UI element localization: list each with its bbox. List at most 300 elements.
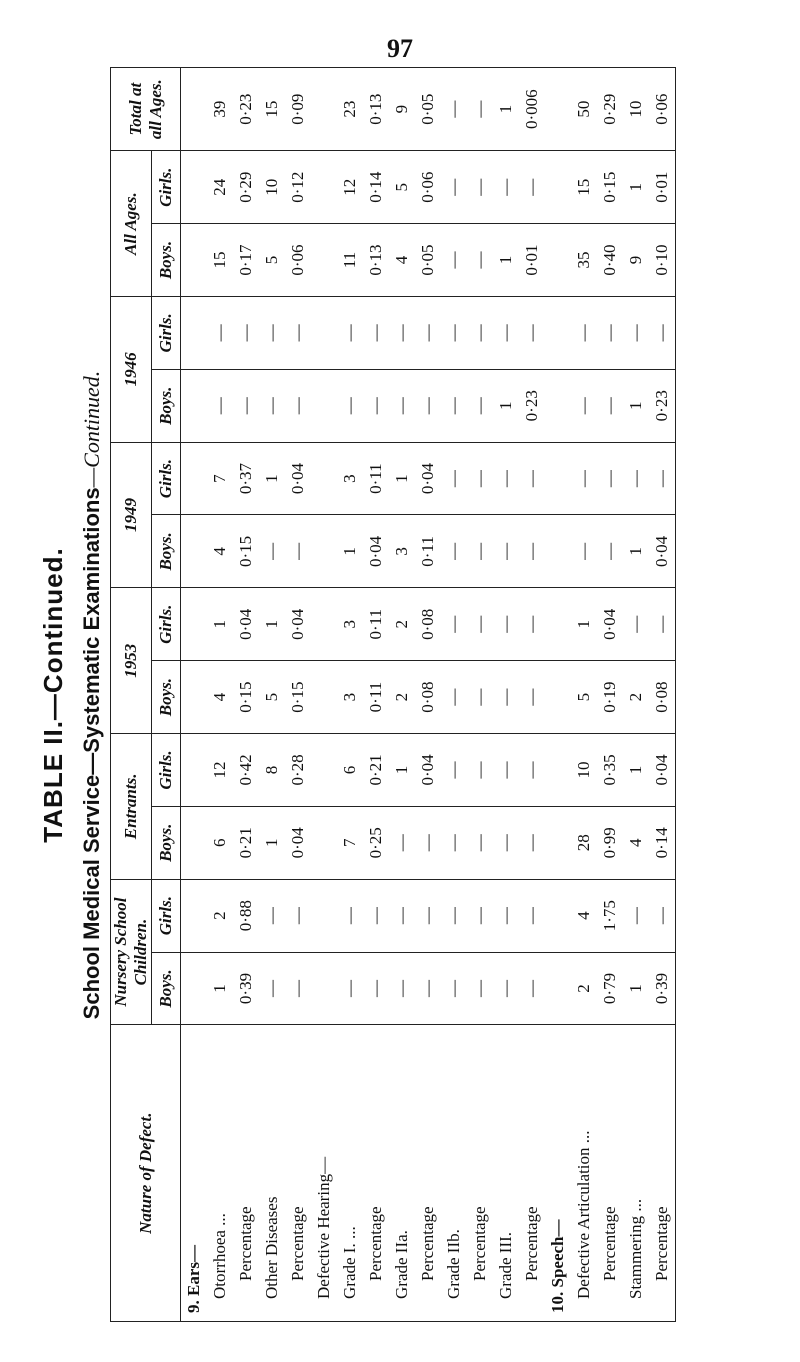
table-cell: 0·14 — [363, 151, 389, 224]
table-cell: — — [415, 879, 441, 952]
table-cell: — — [493, 661, 519, 734]
row-label: 9. Ears— — [181, 1025, 208, 1322]
table-cell: 0·15 — [597, 151, 623, 224]
table-cell — [545, 224, 571, 297]
table-cell — [181, 68, 208, 151]
table-cell: 0·06 — [649, 68, 676, 151]
table-cell: 0·08 — [649, 661, 676, 734]
table-cell: — — [441, 296, 467, 369]
col-header-entrants-girls: Girls. — [152, 734, 181, 807]
table-cell: 3 — [337, 661, 363, 734]
table-cell: 0·40 — [597, 224, 623, 297]
table-cell: 1 — [259, 806, 285, 879]
row-label: Grade I. ... — [337, 1025, 363, 1322]
table-cell: — — [285, 369, 311, 442]
table-cell — [181, 224, 208, 297]
table-cell: 35 — [571, 224, 597, 297]
table-row — [415, 68, 441, 1322]
table-cell: 23 — [337, 68, 363, 151]
col-header-1949: 1949 — [111, 442, 152, 588]
table-cell: 10 — [571, 734, 597, 807]
table-cell: — — [441, 369, 467, 442]
table-row — [337, 68, 363, 1322]
table-cell: 0·09 — [285, 68, 311, 151]
table-cell: — — [519, 588, 545, 661]
table-cell: 9 — [389, 68, 415, 151]
table-cell: — — [259, 369, 285, 442]
table-cell: 10 — [259, 151, 285, 224]
row-label: Percentage — [467, 1025, 493, 1322]
table-cell: — — [363, 296, 389, 369]
table-row — [441, 68, 467, 1322]
col-header-1953-boys: Boys. — [152, 661, 181, 734]
table-cell — [181, 734, 208, 807]
table-cell — [181, 296, 208, 369]
table-cell — [545, 879, 571, 952]
row-label: Stammering ... — [623, 1025, 649, 1322]
col-header-total: Total at all Ages. — [111, 68, 181, 151]
table-row — [493, 68, 519, 1322]
table-cell: 0·28 — [285, 734, 311, 807]
row-label: Grade IIb. — [441, 1025, 467, 1322]
table-cell: — — [519, 952, 545, 1025]
table-cell: 1 — [259, 588, 285, 661]
table-cell: 5 — [571, 661, 597, 734]
table-cell: — — [493, 879, 519, 952]
table-cell — [545, 68, 571, 151]
table-cell: 0·88 — [233, 879, 259, 952]
table-cell: 5 — [259, 224, 285, 297]
table-cell: 5 — [389, 151, 415, 224]
table-cell: 9 — [623, 224, 649, 297]
table-cell: — — [441, 151, 467, 224]
table-cell: — — [389, 879, 415, 952]
table-cell: 0·23 — [649, 369, 676, 442]
col-header-nature: Nature of Defect. — [111, 1025, 181, 1322]
table-cell: 1 — [493, 68, 519, 151]
table-cell: 0·35 — [597, 734, 623, 807]
col-header-nursery: Nursery School Children. — [111, 879, 152, 1025]
row-label: Percentage — [233, 1025, 259, 1322]
table-cell: 0·15 — [285, 661, 311, 734]
table-cell — [311, 952, 337, 1025]
table-cell: 1 — [337, 515, 363, 588]
table-cell — [545, 734, 571, 807]
table-cell: — — [467, 806, 493, 879]
table-cell: 1 — [389, 734, 415, 807]
table-cell: 0·13 — [363, 224, 389, 297]
table-cell: 0·99 — [597, 806, 623, 879]
table-cell: 2 — [389, 588, 415, 661]
col-header-all-ages-boys: Boys. — [152, 224, 181, 297]
table-row — [233, 68, 259, 1322]
table-cell: — — [259, 296, 285, 369]
table-cell: — — [415, 952, 441, 1025]
table-cell — [311, 68, 337, 151]
table-cell: 15 — [259, 68, 285, 151]
table-cell: — — [519, 151, 545, 224]
table-cell: 10 — [623, 68, 649, 151]
col-header-nursery-boys: Boys. — [152, 952, 181, 1025]
table-cell: — — [467, 369, 493, 442]
col-header-nursery-girls: Girls. — [152, 879, 181, 952]
table-cell: — — [519, 734, 545, 807]
table-cell: — — [649, 588, 676, 661]
table-cell: — — [493, 588, 519, 661]
table-cell: — — [519, 879, 545, 952]
table-cell: 1 — [623, 734, 649, 807]
page-number: 97 — [387, 34, 413, 63]
table-cell: — — [337, 296, 363, 369]
table-cell: 1 — [571, 588, 597, 661]
table-cell: — — [285, 296, 311, 369]
table-body — [181, 68, 676, 1322]
table-cell — [311, 296, 337, 369]
table-cell: 6 — [337, 734, 363, 807]
table-cell: — — [493, 952, 519, 1025]
table-cell: 0·23 — [519, 369, 545, 442]
table-row — [571, 68, 597, 1322]
table-cell: — — [467, 68, 493, 151]
col-header-1946: 1946 — [111, 296, 152, 442]
table-cell: 0·15 — [233, 661, 259, 734]
table-cell: — — [233, 369, 259, 442]
table-cell: 1 — [259, 442, 285, 515]
table-cell — [181, 879, 208, 952]
table-cell: 3 — [389, 515, 415, 588]
table-cell: 0·006 — [519, 68, 545, 151]
table-cell: — — [467, 442, 493, 515]
table-cell: 0·06 — [285, 224, 311, 297]
table-cell — [545, 369, 571, 442]
table-cell: 24 — [207, 151, 233, 224]
table-cell: — — [337, 369, 363, 442]
table-cell: — — [519, 296, 545, 369]
row-label: Percentage — [363, 1025, 389, 1322]
row-label: Grade III. — [493, 1025, 519, 1322]
table-row — [181, 68, 208, 1322]
table-cell: — — [259, 952, 285, 1025]
table-cell: 39 — [207, 68, 233, 151]
table-cell: 0·04 — [415, 734, 441, 807]
table-cell: 0·42 — [233, 734, 259, 807]
table-cell: 0·04 — [285, 442, 311, 515]
table-cell: — — [389, 369, 415, 442]
table-cell: 0·11 — [363, 588, 389, 661]
table-cell: 0·23 — [233, 68, 259, 151]
col-header-1949-girls: Girls. — [152, 442, 181, 515]
col-header-entrants: Entrants. — [111, 734, 152, 880]
table-cell: — — [571, 296, 597, 369]
table-cell: 1 — [623, 952, 649, 1025]
table-cell: — — [467, 879, 493, 952]
table-cell: — — [207, 296, 233, 369]
table-cell: 4 — [389, 224, 415, 297]
table-cell — [181, 588, 208, 661]
table-row — [545, 68, 571, 1322]
table-cell: — — [363, 369, 389, 442]
table-cell — [311, 879, 337, 952]
col-header-1953-girls: Girls. — [152, 588, 181, 661]
table-row — [467, 68, 493, 1322]
table-cell: — — [441, 952, 467, 1025]
table-cell: — — [441, 734, 467, 807]
table-cell: — — [441, 442, 467, 515]
table-cell — [181, 515, 208, 588]
table-cell: — — [389, 806, 415, 879]
table-cell: — — [467, 224, 493, 297]
table-cell: 0·04 — [597, 588, 623, 661]
table-cell: 2 — [389, 661, 415, 734]
table-cell: — — [493, 151, 519, 224]
row-label: Percentage — [597, 1025, 623, 1322]
table-cell: — — [623, 588, 649, 661]
table-cell: — — [467, 952, 493, 1025]
table-cell: — — [285, 879, 311, 952]
table-cell: 3 — [337, 442, 363, 515]
table-cell: 0·25 — [363, 806, 389, 879]
table-cell: 2 — [207, 879, 233, 952]
row-label: Percentage — [285, 1025, 311, 1322]
table-cell: 0·04 — [363, 515, 389, 588]
table-cell: 11 — [337, 224, 363, 297]
table-cell: — — [337, 879, 363, 952]
table-row — [311, 68, 337, 1322]
table-cell: — — [519, 515, 545, 588]
col-header-all-ages-girls: Girls. — [152, 151, 181, 224]
table-cell — [545, 952, 571, 1025]
table-cell: 0·04 — [285, 588, 311, 661]
table-cell — [545, 515, 571, 588]
table-cell: — — [415, 369, 441, 442]
table-cell: — — [441, 806, 467, 879]
table-cell — [545, 806, 571, 879]
table-cell: 6 — [207, 806, 233, 879]
table-cell: — — [571, 515, 597, 588]
row-label: Other Diseases — [259, 1025, 285, 1322]
row-label: Otorrhoea ... — [207, 1025, 233, 1322]
table-cell: 7 — [337, 806, 363, 879]
table-cell: — — [467, 515, 493, 588]
table-cell — [545, 296, 571, 369]
table-cell: — — [519, 661, 545, 734]
col-header-entrants-boys: Boys. — [152, 806, 181, 879]
row-label: Defective Articulation ... — [571, 1025, 597, 1322]
table-cell: 1 — [623, 369, 649, 442]
table-cell: 0·04 — [285, 806, 311, 879]
table-cell: 0·01 — [519, 224, 545, 297]
table-cell: — — [519, 806, 545, 879]
table-cell: 0·21 — [233, 806, 259, 879]
table-cell — [311, 369, 337, 442]
col-header-1949-boys: Boys. — [152, 515, 181, 588]
table-cell: 4 — [571, 879, 597, 952]
table-cell: — — [597, 296, 623, 369]
table-cell — [181, 151, 208, 224]
table-cell: — — [337, 952, 363, 1025]
table-cell: — — [233, 296, 259, 369]
table-cell: — — [467, 588, 493, 661]
table-cell: — — [493, 806, 519, 879]
col-header-1953: 1953 — [111, 588, 152, 734]
table-subtitle: School Medical Service—Systematic Examinations—Continued. — [79, 370, 104, 1020]
table-row — [389, 68, 415, 1322]
table-cell: — — [441, 661, 467, 734]
table-cell: 0·19 — [597, 661, 623, 734]
table-cell: — — [649, 442, 676, 515]
table-cell: — — [207, 369, 233, 442]
table-cell: 28 — [571, 806, 597, 879]
table-cell: — — [571, 442, 597, 515]
table-cell: 0·11 — [415, 515, 441, 588]
table-cell: — — [467, 661, 493, 734]
table-row — [207, 68, 233, 1322]
table-cell: — — [415, 296, 441, 369]
defects-table — [110, 67, 676, 1322]
table-heading — [38, 50, 105, 1340]
table-cell: 0·04 — [649, 515, 676, 588]
table-cell: 0·08 — [415, 588, 441, 661]
col-header-1946-girls: Girls. — [152, 296, 181, 369]
table-cell: 0·15 — [233, 515, 259, 588]
table-row — [597, 68, 623, 1322]
table-cell: 0·11 — [363, 442, 389, 515]
table-cell: 0·10 — [649, 224, 676, 297]
table-cell: 15 — [207, 224, 233, 297]
row-label: Defective Hearing— — [311, 1025, 337, 1322]
table-cell: — — [649, 296, 676, 369]
table-cell: 5 — [259, 661, 285, 734]
table-cell: — — [597, 515, 623, 588]
table-cell: 0·29 — [233, 151, 259, 224]
table-row — [285, 68, 311, 1322]
table-cell: 4 — [207, 515, 233, 588]
table-cell: 1 — [207, 952, 233, 1025]
table-cell: 4 — [207, 661, 233, 734]
table-cell: 0·21 — [363, 734, 389, 807]
table-cell: 0·05 — [415, 68, 441, 151]
table-row — [259, 68, 285, 1322]
table-cell — [311, 151, 337, 224]
table-cell — [181, 661, 208, 734]
table-cell — [545, 588, 571, 661]
table-cell: 0·06 — [415, 151, 441, 224]
table-cell: — — [363, 952, 389, 1025]
table-cell: — — [571, 369, 597, 442]
table-cell: 1 — [493, 224, 519, 297]
table-cell: — — [389, 296, 415, 369]
table-cell: 12 — [207, 734, 233, 807]
table-cell: 0·04 — [415, 442, 441, 515]
table-cell — [545, 661, 571, 734]
table-cell: — — [519, 442, 545, 515]
table-cell: — — [441, 588, 467, 661]
table-cell: 0·14 — [649, 806, 676, 879]
rotated-table-page — [20, 50, 720, 1340]
table-cell — [311, 515, 337, 588]
table-cell: — — [623, 442, 649, 515]
table-cell: — — [415, 806, 441, 879]
table-cell: 50 — [571, 68, 597, 151]
table-cell: 15 — [571, 151, 597, 224]
col-header-all-ages: All Ages. — [111, 151, 152, 297]
table-cell — [311, 588, 337, 661]
table-cell: — — [493, 296, 519, 369]
table-row — [363, 68, 389, 1322]
table-cell: 1 — [207, 588, 233, 661]
table-row — [623, 68, 649, 1322]
table-cell: 2 — [571, 952, 597, 1025]
table-cell: 0·79 — [597, 952, 623, 1025]
table-cell: — — [467, 296, 493, 369]
table-cell — [311, 661, 337, 734]
table-cell: — — [441, 515, 467, 588]
table-cell: — — [467, 151, 493, 224]
table-cell: 1 — [389, 442, 415, 515]
table-cell: 4 — [623, 806, 649, 879]
table-cell: — — [467, 734, 493, 807]
table-cell: 1 — [623, 151, 649, 224]
table-cell — [181, 442, 208, 515]
table-cell: 1 — [493, 369, 519, 442]
table-cell: — — [441, 879, 467, 952]
table-cell: — — [389, 952, 415, 1025]
col-header-1946-boys: Boys. — [152, 369, 181, 442]
table-cell — [181, 952, 208, 1025]
table-cell — [311, 224, 337, 297]
table-cell: — — [285, 952, 311, 1025]
table-cell: 0·04 — [649, 734, 676, 807]
row-label: Percentage — [415, 1025, 441, 1322]
table-cell: 2 — [623, 661, 649, 734]
table-cell — [311, 442, 337, 515]
table-row — [649, 68, 676, 1322]
table-row — [519, 68, 545, 1322]
table-cell: — — [493, 515, 519, 588]
row-label: Percentage — [649, 1025, 676, 1322]
row-label: Grade IIa. — [389, 1025, 415, 1322]
table-cell: 8 — [259, 734, 285, 807]
table-cell: 0·05 — [415, 224, 441, 297]
table-cell: — — [597, 369, 623, 442]
table-cell: 12 — [337, 151, 363, 224]
table-cell: 0·37 — [233, 442, 259, 515]
table-cell: 3 — [337, 588, 363, 661]
table-cell: — — [649, 879, 676, 952]
table-cell: 1·75 — [597, 879, 623, 952]
table-cell: — — [623, 296, 649, 369]
row-label: Percentage — [519, 1025, 545, 1322]
table-cell: 0·08 — [415, 661, 441, 734]
table-cell — [311, 806, 337, 879]
table-cell — [311, 734, 337, 807]
table-cell: 0·01 — [649, 151, 676, 224]
table-cell: 1 — [623, 515, 649, 588]
table-cell: — — [363, 879, 389, 952]
table-cell: — — [493, 734, 519, 807]
table-cell: — — [597, 442, 623, 515]
table-cell — [545, 151, 571, 224]
table-cell: — — [259, 879, 285, 952]
row-label: 10. Speech— — [545, 1025, 571, 1322]
table-cell — [181, 369, 208, 442]
table-cell: 0·39 — [649, 952, 676, 1025]
table-cell: — — [285, 515, 311, 588]
table-cell: — — [441, 224, 467, 297]
table-title: TABLE II.—Continued. — [38, 547, 68, 843]
table-cell: — — [493, 442, 519, 515]
table-cell: 0·11 — [363, 661, 389, 734]
